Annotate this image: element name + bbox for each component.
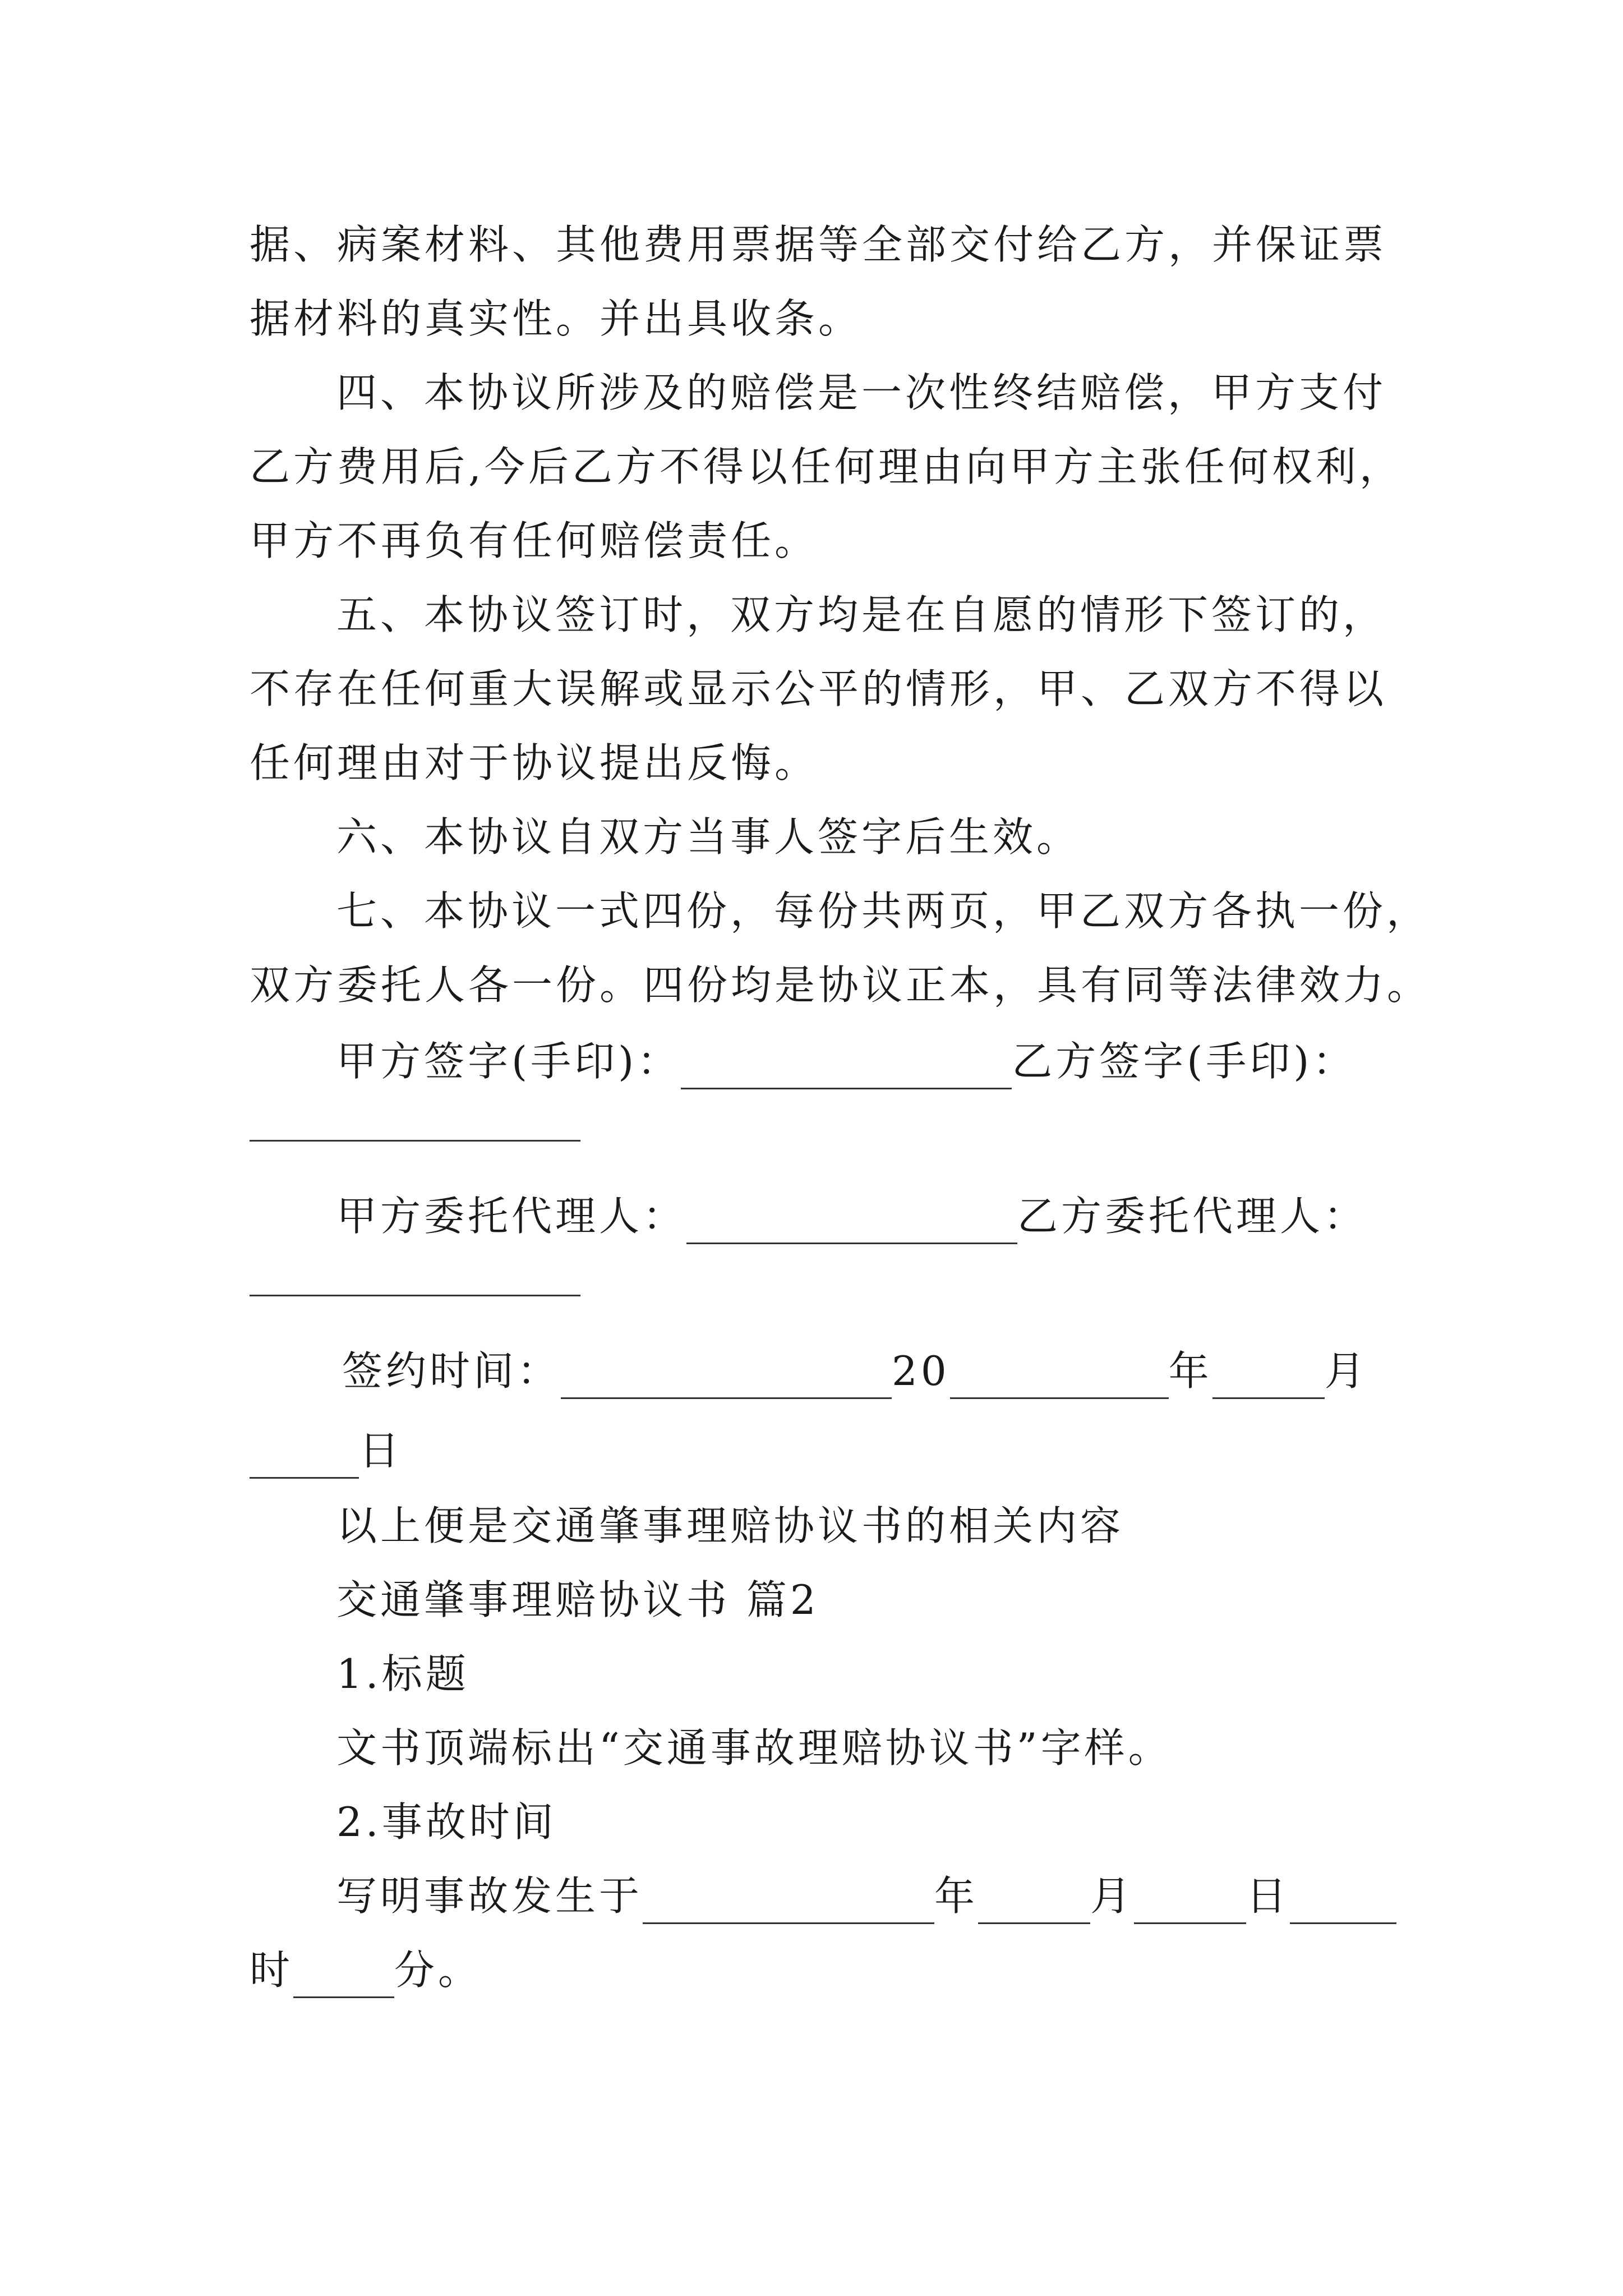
day-label: 日: [359, 1427, 403, 1474]
signing-date-blank: [561, 1354, 892, 1399]
year-prefix: 20: [892, 1347, 950, 1395]
signing-date-line: [342, 1343, 1368, 1399]
accident-day-label: 日: [1246, 1872, 1290, 1920]
party-a-agent-blank: [686, 1199, 1017, 1244]
party-b-sign-blank: [250, 1140, 580, 1142]
accident-time-line: [336, 1868, 1396, 1924]
accident-year-blank: [643, 1879, 934, 1924]
item-title: 1.标题: [336, 1650, 469, 1697]
year-blank: [950, 1354, 1169, 1399]
accident-hour-label: 时: [250, 1947, 294, 1994]
party-b-agent-blank: [250, 1295, 580, 1296]
item-text: 文书顶端标出“交通事故理赔协议书”字样。: [336, 1724, 1172, 1772]
accident-month-label: 月: [1090, 1872, 1135, 1920]
accident-year-label: 年: [934, 1872, 979, 1920]
year-label: 年: [1168, 1347, 1212, 1395]
signature-line-agents: [336, 1188, 1367, 1244]
party-a-sign-label: 甲方签字(手印)：: [336, 1038, 681, 1085]
party-b-sign-label: 乙方签字(手印)：: [1012, 1038, 1357, 1085]
accident-minute-blank: [293, 1953, 394, 1998]
paragraph-line: 不存在任何重大误解或显示公平的情形，甲、乙双方不得以: [250, 665, 1387, 712]
month-label: 月: [1324, 1347, 1368, 1395]
clause-five: 五、本协议签订时，双方均是在自愿的情形下签订的，: [336, 591, 1387, 638]
paragraph-line: 任何理由对于协议提出反悔。: [250, 739, 819, 786]
party-a-agent-label: 甲方委托代理人：: [336, 1193, 687, 1240]
month-blank: [1212, 1354, 1325, 1399]
paragraph-line: 乙方费用后,今后乙方不得以任何理由向甲方主张任何权利，: [250, 443, 1403, 490]
paragraph-line: 据、病案材料、其他费用票据等全部交付给乙方，并保证票: [250, 221, 1387, 268]
item-title: 2.事故时间: [336, 1798, 557, 1846]
section-heading: 交通肇事理赔协议书 篇2: [336, 1576, 819, 1623]
accident-minute-label: 分。: [394, 1947, 482, 1994]
accident-time-prefix: 写明事故发生于: [336, 1872, 643, 1920]
signing-day-line: [250, 1423, 403, 1479]
closing-text: 以上便是交通肇事理赔协议书的相关内容: [336, 1502, 1124, 1549]
accident-time-line-cont: [250, 1942, 482, 1998]
signing-date-label: 签约时间：: [342, 1347, 561, 1395]
clause-seven: 七、本协议一式四份，每份共两页，甲乙双方各执一份，: [336, 887, 1431, 935]
clause-six: 六、本协议自双方当事人签字后生效。: [336, 813, 1081, 861]
paragraph-line: 甲方不再负有任何赔偿责任。: [250, 517, 819, 564]
paragraph-line: 据材料的真实性。并出具收条。: [250, 295, 863, 342]
signature-line-parties: [336, 1033, 1356, 1089]
accident-day-blank: [1134, 1879, 1246, 1924]
accident-month-blank: [978, 1879, 1090, 1924]
party-a-sign-blank: [681, 1044, 1012, 1089]
paragraph-line: 双方委托人各一份。四份均是协议正本，具有同等法律效力。: [250, 961, 1431, 1009]
day-blank: [250, 1433, 359, 1479]
accident-hour-blank: [1290, 1879, 1396, 1924]
party-b-agent-label: 乙方委托代理人：: [1017, 1193, 1368, 1240]
clause-four: 四、本协议所涉及的赔偿是一次性终结赔偿，甲方支付: [336, 369, 1387, 416]
